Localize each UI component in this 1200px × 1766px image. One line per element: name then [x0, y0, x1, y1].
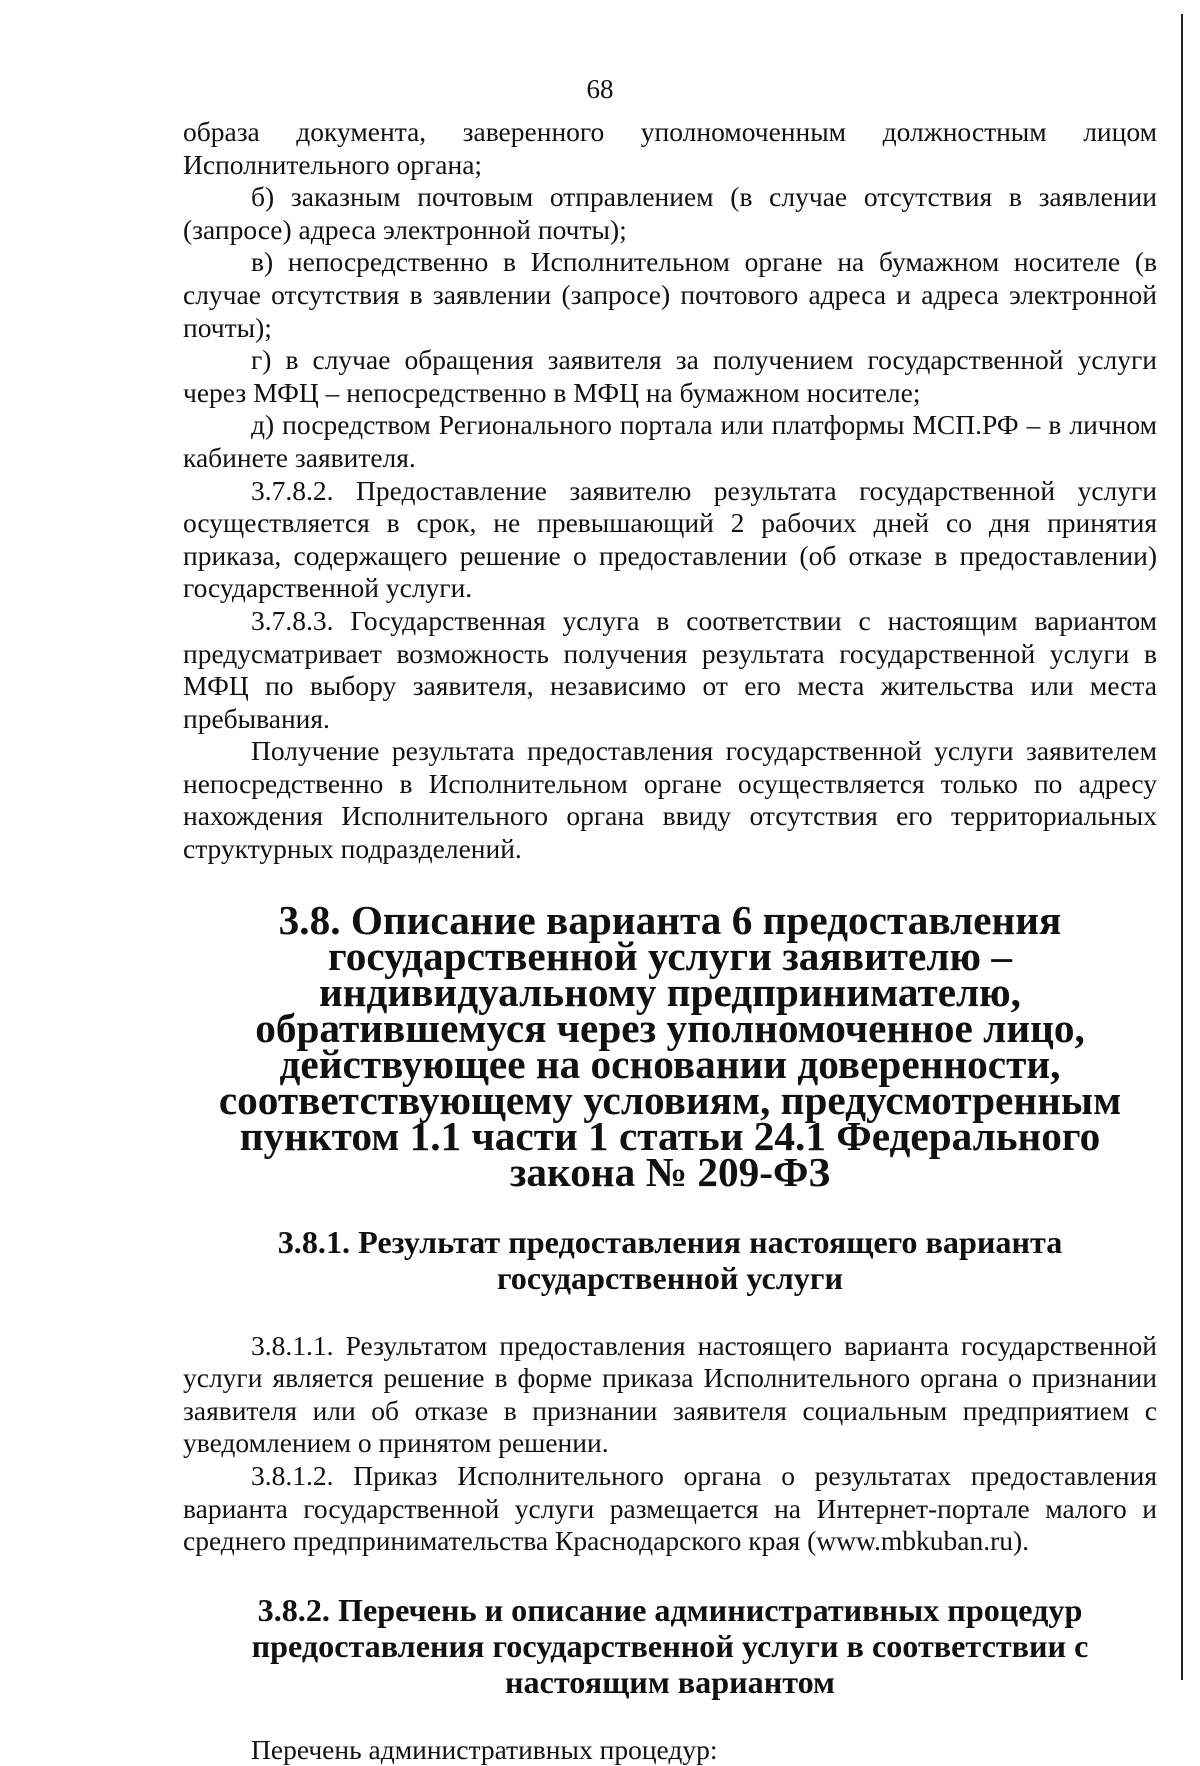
page-edge-line [1181, 14, 1183, 1680]
paragraph: образа документа, заверенного уполномоченным должностным лицом Исполнительного органа; [183, 116, 1157, 180]
paragraph: д) посредством Регионального портала или платформы МСП.РФ – в личном кабинете заявителя. [183, 409, 1157, 473]
document-body [183, 116, 1157, 1766]
paragraph: в) непосредственно в Исполнительном органе на бумажном носителе (в случае отсутствия в заявлении (запросе) почтового адреса и адреса электронной почты); [183, 246, 1157, 343]
paragraph: Получение результата предоставления государственной услуги заявителем непосредственно в Исполнительном органе осуществляется только по адресу нахождения Исполнительного органа ввиду отсутствия его территориальных структурных подразделений. [183, 735, 1157, 865]
paragraph: 3.8.1.2. Приказ Исполнительного органа о результатах предоставления варианта государственной услуги размещается на Интернет-портале малого и среднего предпринимательства Краснодарского края (www.mbkuban.ru). [183, 1460, 1157, 1557]
subsection-heading: 3.8.2. Перечень и описание административных процедур предоставления государственной услуги в соответствии с настоящим вариантом [251, 1591, 1089, 1700]
section-heading: 3.8. Описание варианта 6 предоставления государственной услуги заявителю – индивидуальному предпринимателю, обратившемуся через уполномоченное лицо, действующее на основании доверенности, соответствующему условиям, предусмотренным пунктом 1.1 части 1 статьи 24.1 Федерального закона № 209-ФЗ [218, 896, 1122, 1195]
paragraph: б) заказным почтовым отправлением (в случае отсутствия в заявлении (запросе) адреса электронной почты); [183, 181, 1157, 245]
page-number: 68 [586, 74, 614, 104]
paragraph: 3.8.1.1. Результатом предоставления настоящего варианта государственной услуги является решение в форме приказа Исполнительного органа о признании заявителя или об отказе в признании заявителя социальным предприятием с уведомлением о принятом решении. [183, 1329, 1157, 1459]
subsection-heading: 3.8.1. Результат предоставления настоящего варианта государственной услуги [277, 1223, 1063, 1296]
paragraph: 3.7.8.2. Предоставление заявителю результата государственной услуги осуществляется в срок, не превышающий 2 рабочих дней со дня принятия приказа, содержащего решение о предоставлении (об отказе в предоставлении) государственной услуги. [183, 474, 1157, 604]
list-intro: Перечень административных процедур: [251, 1733, 718, 1765]
paragraph: г) в случае обращения заявителя за получением государственной услуги через МФЦ – непосредственно в МФЦ на бумажном носителе; [183, 344, 1157, 408]
paragraph: 3.7.8.3. Государственная услуга в соответствии с настоящим вариантом предусматривает возможность получения результата государственной услуги в МФЦ по выбору заявителя, независимо от его места жительства или места пребывания. [183, 604, 1157, 734]
